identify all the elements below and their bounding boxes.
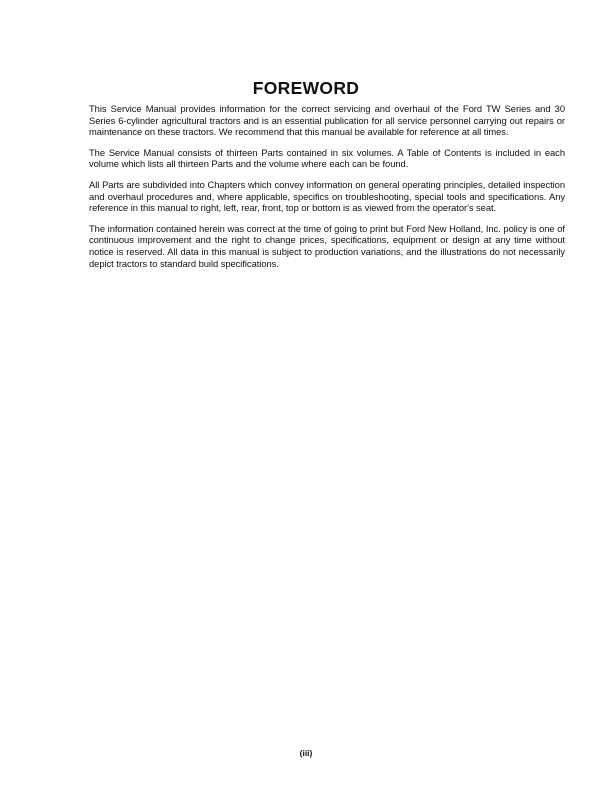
- paragraph-disclaimer: The information contained herein was correct at the time of going to print but Ford New Holland, Inc. policy is one of continuous improvement and the right to change prices, specifications, equipment or design at any time without notice is reserved. All data in this manual is subject to production variations, and the illustrations do not necessarily depict tractors to standard build specifications.: [89, 222, 565, 269]
- page-title: FOREWORD: [252, 78, 360, 98]
- page-number: (iii): [299, 748, 313, 758]
- paragraph-volumes: The Service Manual consists of thirteen Parts contained in six volumes. A Table of Contents is included in each volume which lists all thirteen Parts and the volume where each can be found.: [89, 146, 565, 170]
- foreword-body: [89, 103, 565, 278]
- paragraph-intro: This Service Manual provides information for the correct servicing and overhaul of the Ford TW Series and 30 Series 6-cylinder agricultural tractors and is an essential publication for all service personnel carrying out repairs or maintenance on these tractors. We recommend that this manual be available for reference at all times.: [89, 103, 565, 138]
- paragraph-chapters: All Parts are subdivided into Chapters which convey information on general operating principles, detailed inspection and overhaul procedures and, where applicable, specifics on troubleshooting, special tools and specifications. Any reference in this manual to right, left, rear, front, top or bottom is as viewed from the operator's seat.: [89, 178, 565, 214]
